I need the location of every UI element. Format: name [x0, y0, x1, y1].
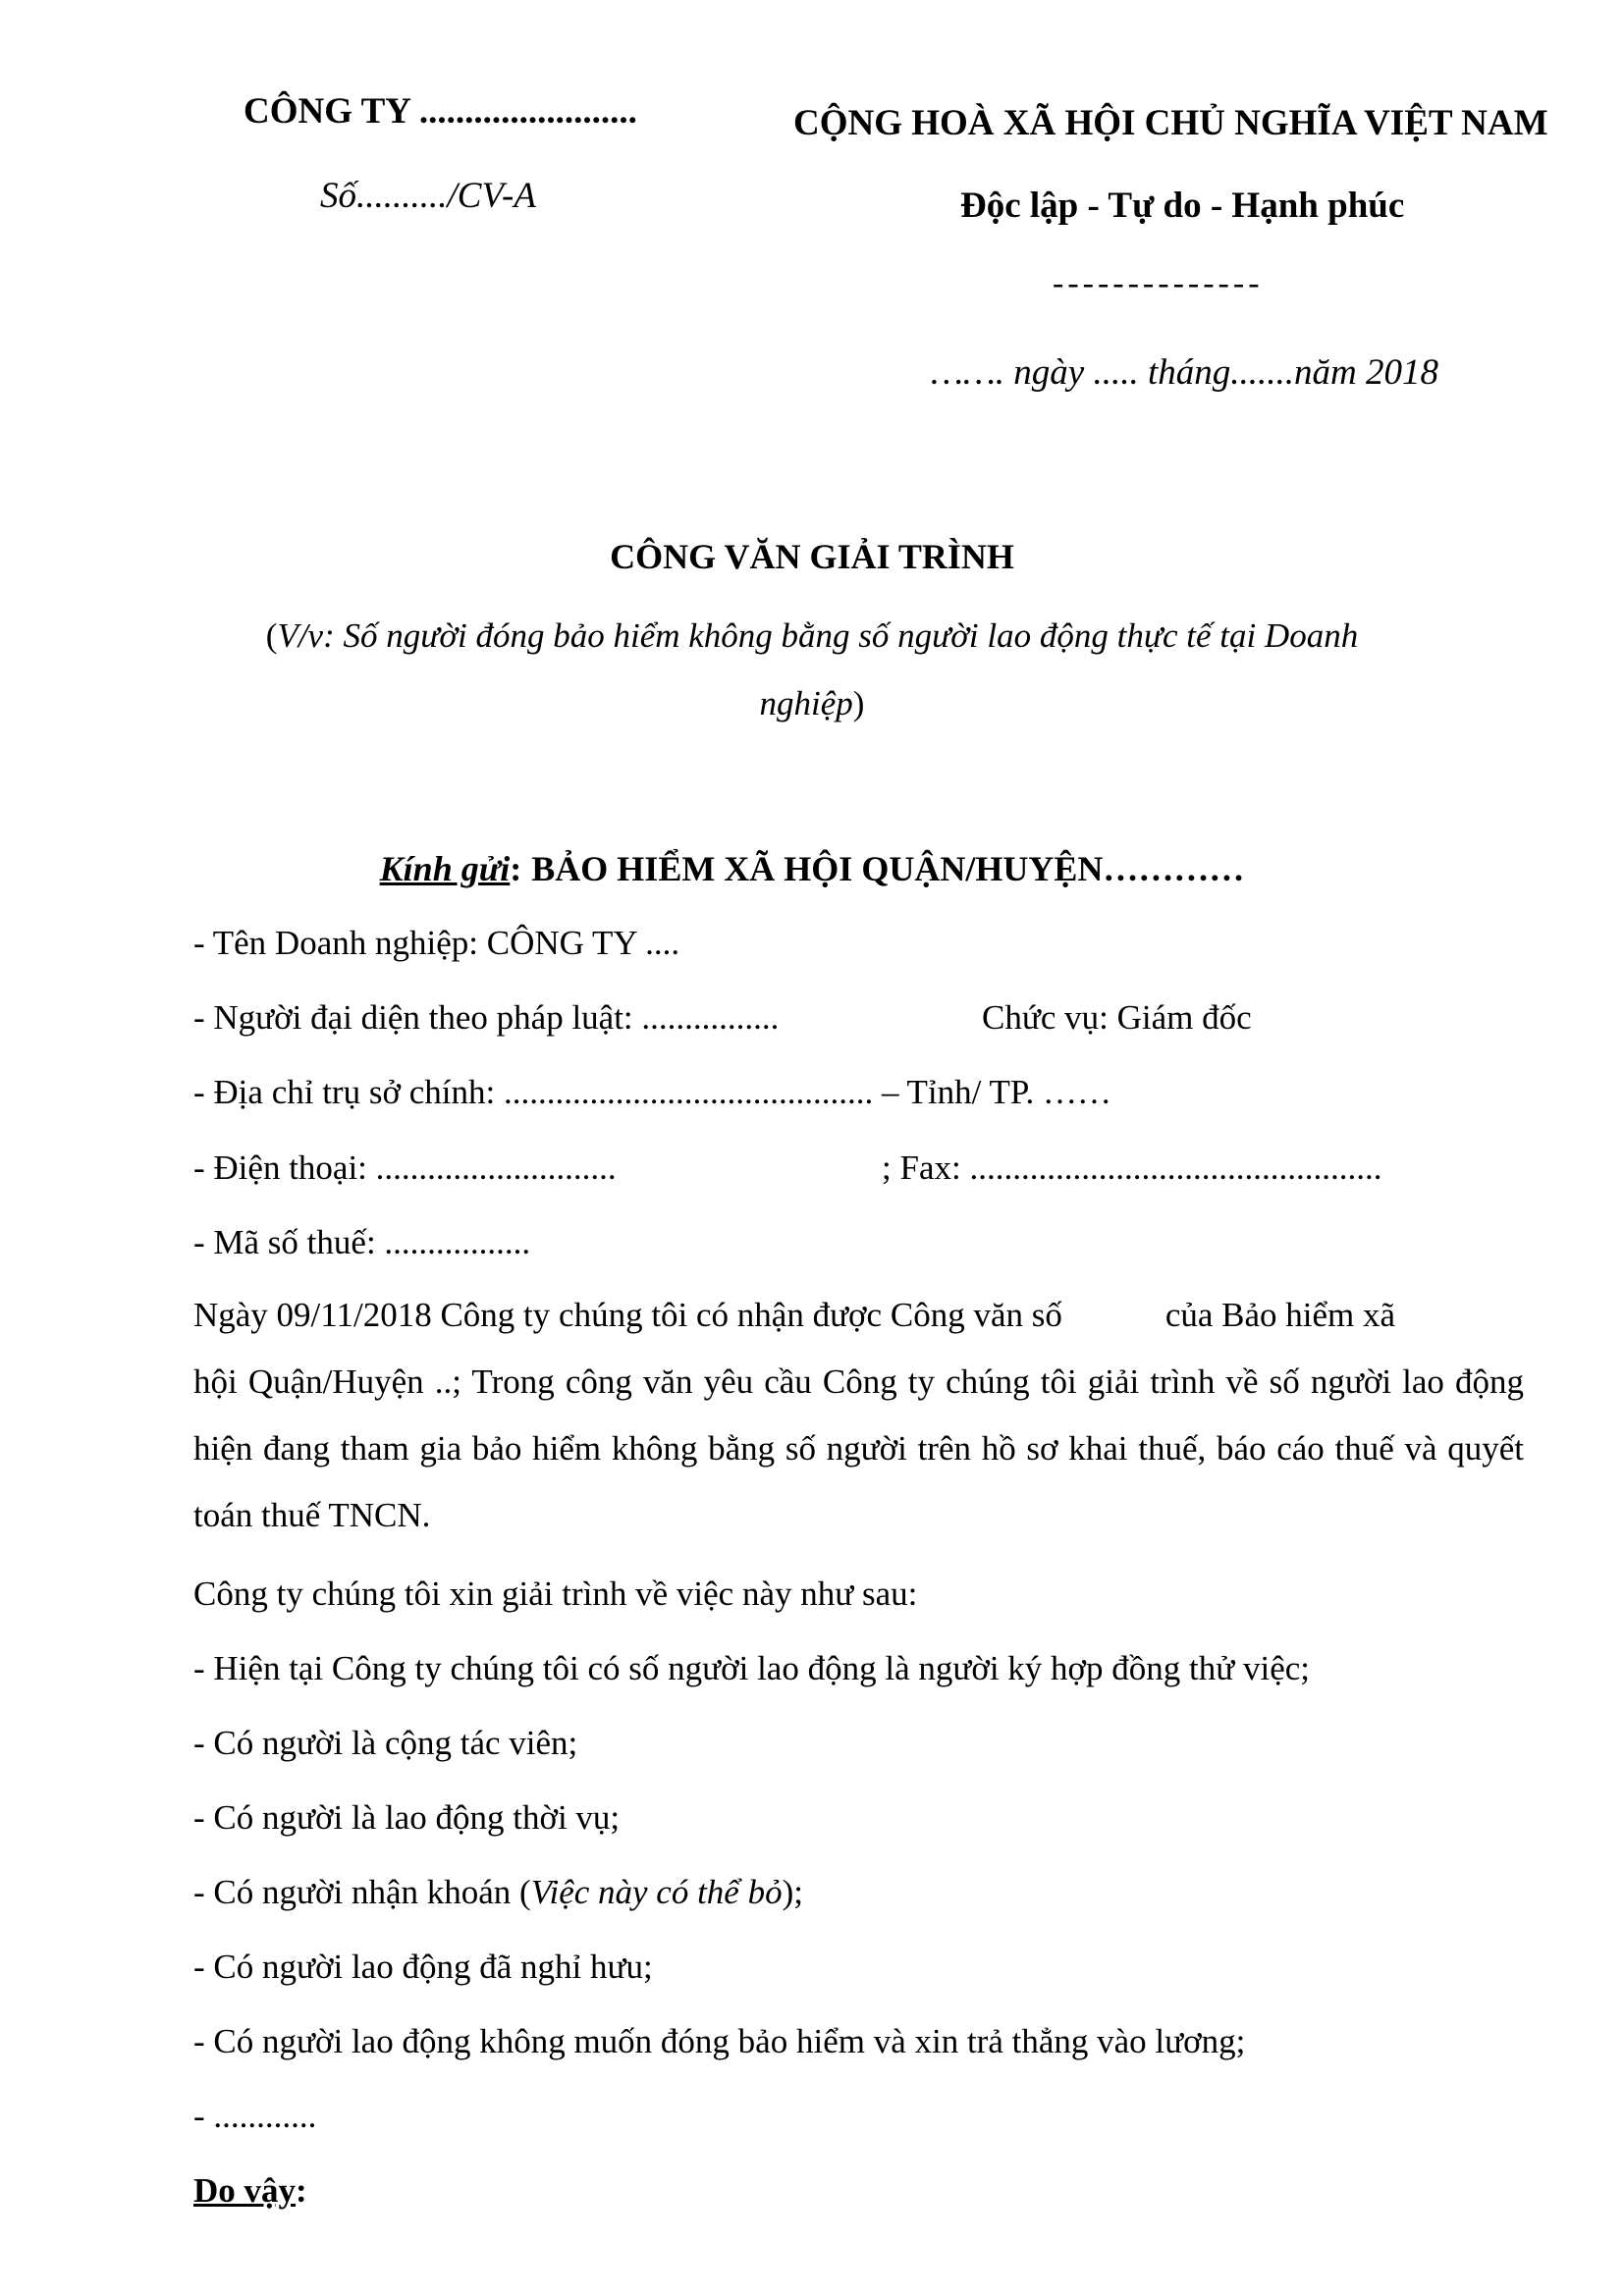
list-item-contract-end: ); [782, 1873, 803, 1911]
list-item-seasonal: - Có người là lao động thời vụ; [193, 1798, 621, 1837]
list-item-salary-direct: - Có người lao động không muốn đóng bảo hiểm và xin trả thẳng vào lương; [193, 2022, 1246, 2060]
info-tax-code: - Mã số thuế: ................. [193, 1223, 531, 1261]
document-number [320, 175, 536, 217]
explanation-intro: Công ty chúng tôi xin giải trình về việc này như sau: [193, 1575, 918, 1613]
subject-open-paren: ( [265, 616, 278, 655]
subject-text-2: nghiệp [759, 684, 853, 722]
document-subject-line-2 [0, 684, 1624, 723]
national-title: CỘNG HOÀ XÃ HỘI CHỦ NGHĨA VIỆT NAM [793, 103, 1548, 143]
list-item-contract-note: Việc này có thể bỏ [530, 1873, 783, 1911]
company-name-header: CÔNG TY ........................ [244, 91, 637, 132]
list-item-retired: - Có người lao động đã nghỉ hưu; [193, 1948, 653, 1986]
list-item-contract [193, 1873, 803, 1912]
recipient-colon: : [510, 849, 522, 888]
subject-close-paren: ) [852, 684, 865, 722]
conclusion-heading [193, 2171, 307, 2211]
list-item-contract-text: - Có người nhận khoán ( [193, 1873, 531, 1911]
recipient-name: BẢO HIỂM XÃ HỘI QUẬN/HUYỆN………… [531, 849, 1245, 888]
list-item-collaborator: - Có người là cộng tác viên; [193, 1724, 578, 1762]
conclusion-colon: : [296, 2171, 307, 2210]
conclusion-label: Do vậy [193, 2171, 297, 2210]
paragraph-1-line-1: Ngày 09/11/2018 Công ty chúng tôi có nhận được Công văn số của Bảo hiểm xã [193, 1296, 1396, 1334]
info-position: Chức vụ: Giám đốc [982, 998, 1252, 1037]
list-item-other: - ............ [193, 2097, 317, 2135]
info-fax: ; Fax: ................................................ [882, 1148, 1382, 1187]
recipient-line [0, 848, 1624, 889]
recipient-label: Kính gửi [379, 849, 511, 888]
subject-text-1: V/v: Số người đóng bảo hiểm không bằng số người lao động thực tế tại Doanh [277, 616, 1359, 655]
info-address: - Địa chỉ trụ sở chính: ........................................... – Tỉnh/ TP. …… [193, 1073, 1111, 1111]
info-phone: - Điện thoại: ............................ [193, 1148, 617, 1187]
document-date: ……. ngày ..... tháng.......năm 2018 [931, 352, 1438, 393]
motto-divider: -------------- [1053, 265, 1264, 301]
info-representative: - Người đại diện theo pháp luật: ................ [193, 998, 780, 1037]
national-motto: Độc lập - Tự do - Hạnh phúc [960, 186, 1405, 226]
document-number-suffix: ........../CV-A [356, 176, 536, 216]
info-company-name: - Tên Doanh nghiệp: CÔNG TY .... [193, 924, 680, 962]
list-item-probation: - Hiện tại Công ty chúng tôi có số người lao động là người ký hợp đồng thử việc; [193, 1649, 1311, 1687]
document-subject-line-1 [0, 616, 1624, 656]
paragraph-1-continuation: hội Quận/Huyện ..; Trong công văn yêu cầu Công ty chúng tôi giải trình về số người lao động hiện đang tham gia bảo hiểm không bằng số người trên hồ sơ khai thuế, báo cáo thuế và quyết toán thuế TNCN. [193, 1362, 1524, 1534]
document-title: CÔNG VĂN GIẢI TRÌNH [610, 537, 1014, 576]
document-number-prefix: Số [320, 176, 356, 216]
